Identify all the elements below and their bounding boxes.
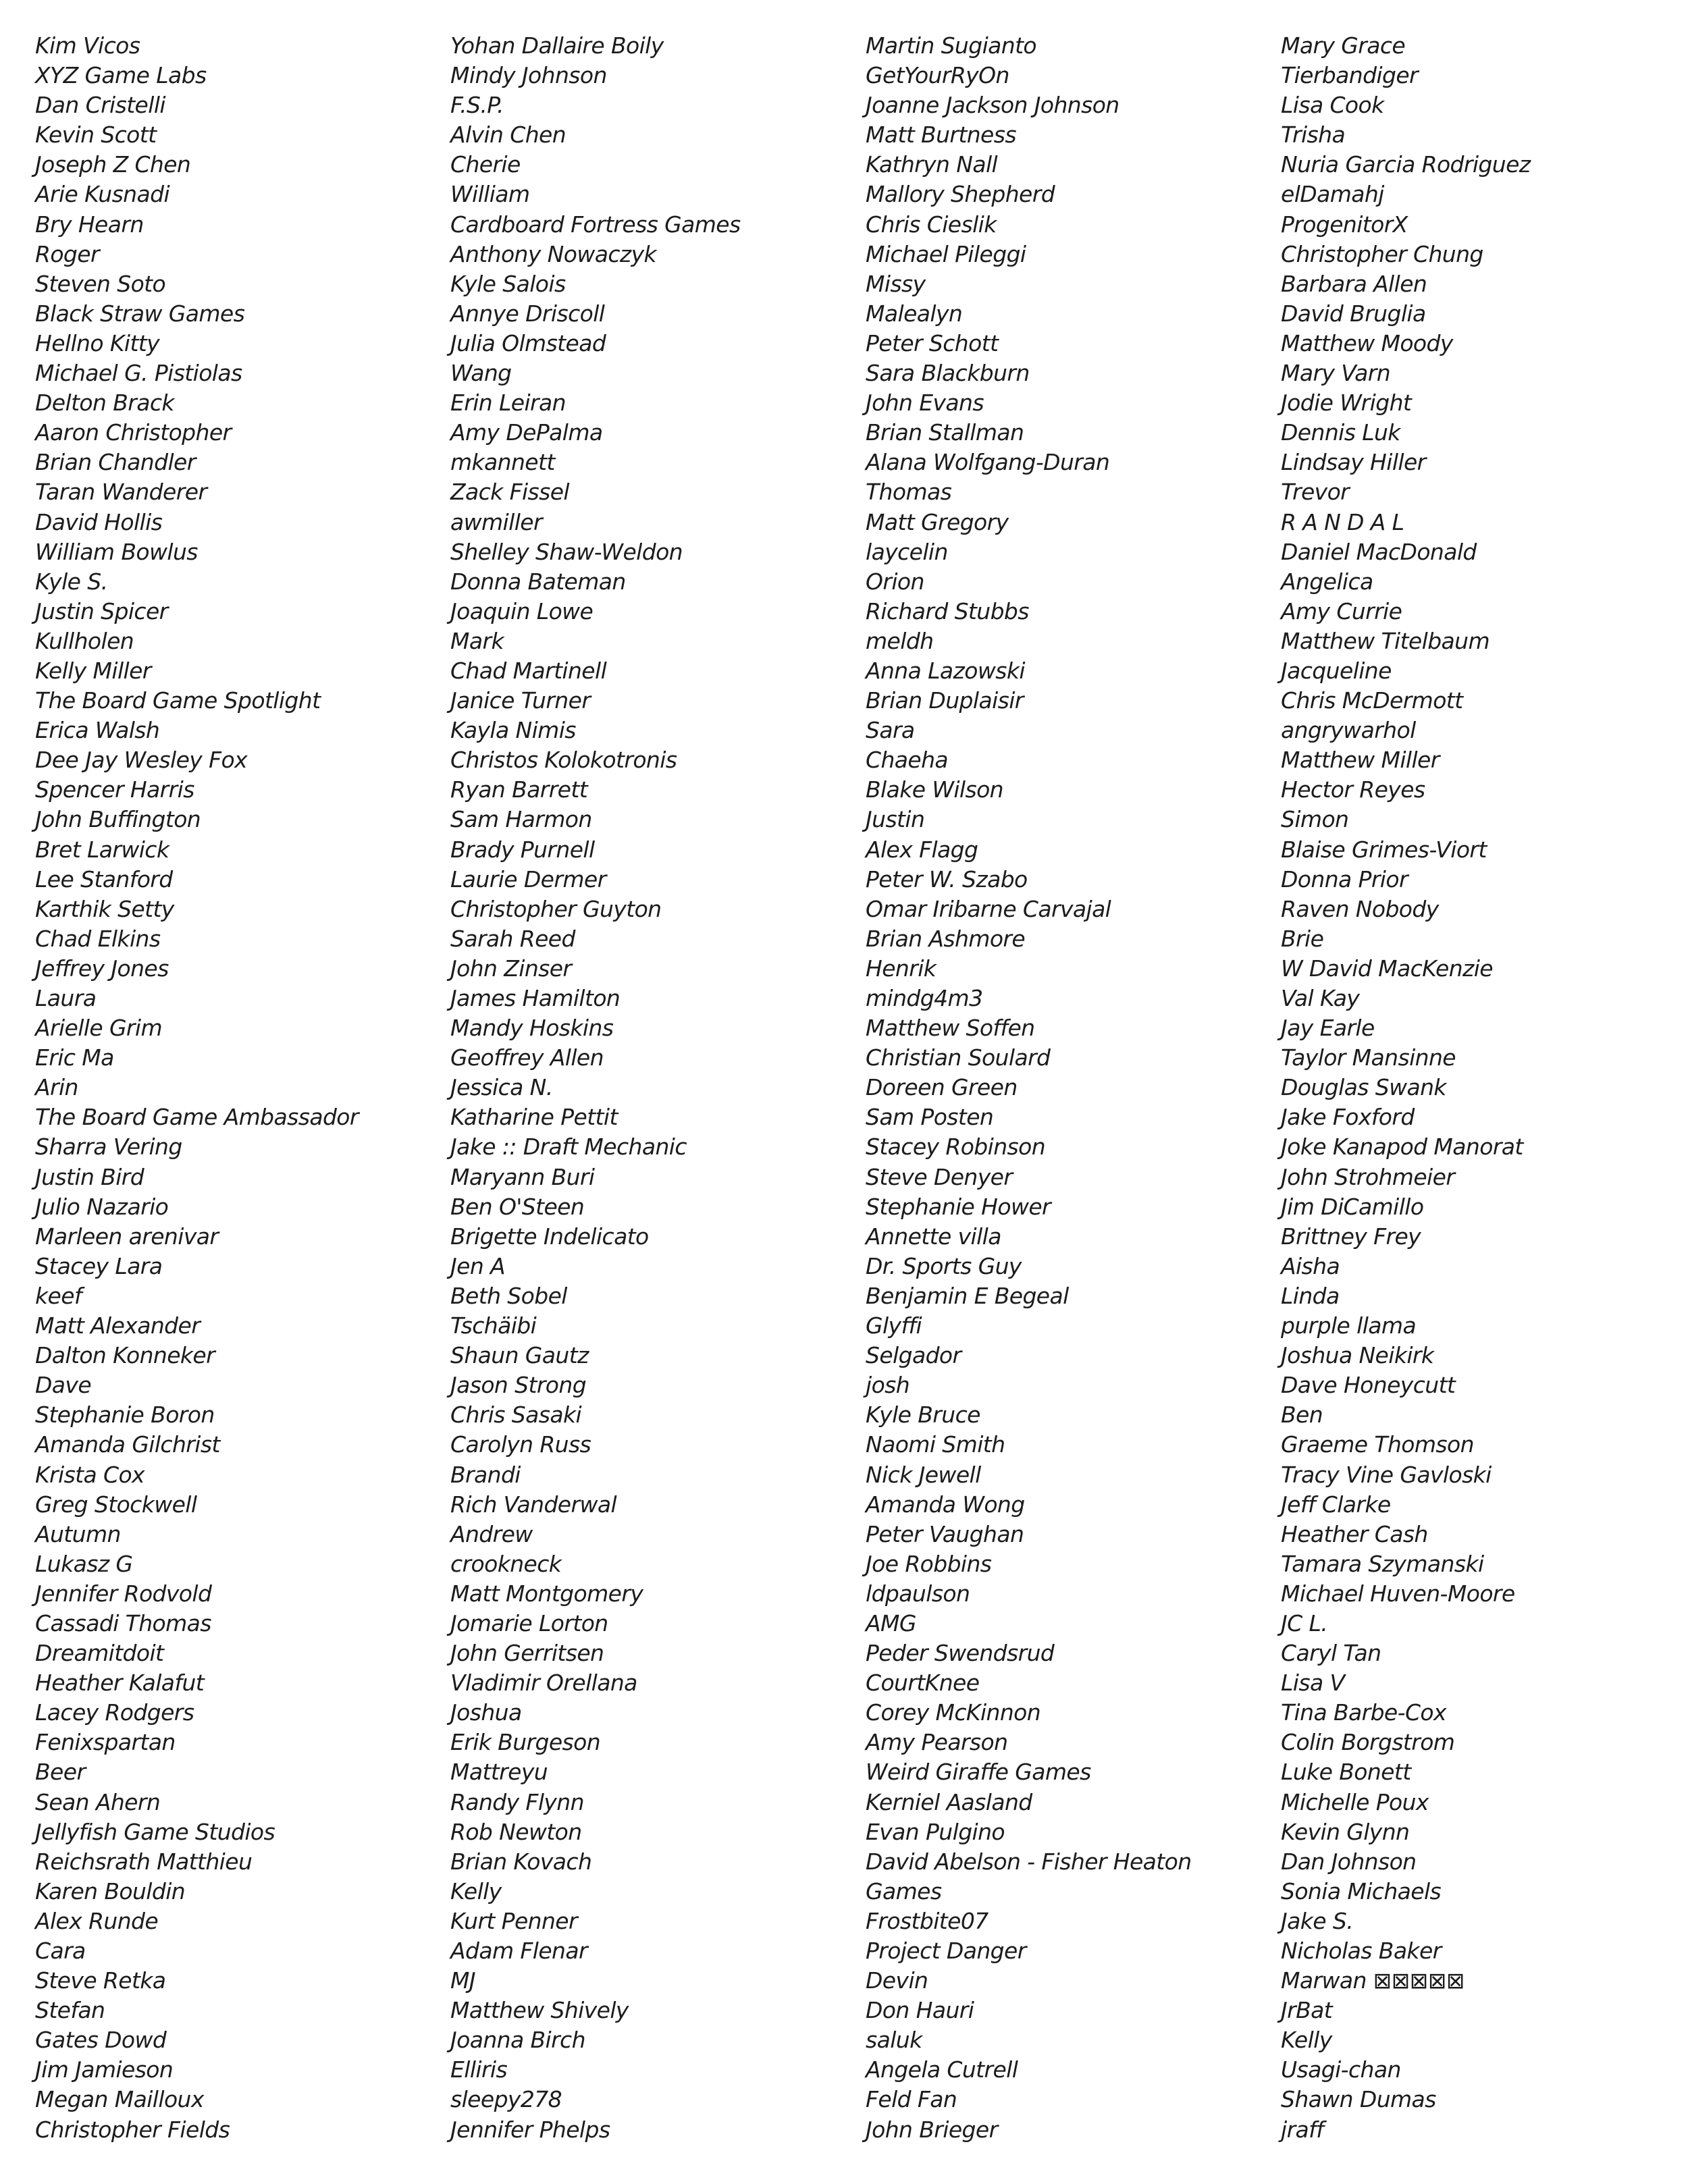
backer-name: jraff [1281,2116,1324,2143]
backer-name: keef [35,1282,82,1309]
backer-name: Dennis Luk [1281,419,1400,446]
backer-name: Brian Stallman [866,419,1024,446]
backer-name: Taran Wanderer [35,479,207,506]
backer-name: Bry Hearn [35,211,144,238]
backer-name: Shawn Dumas [1281,2086,1436,2113]
backer-name: Simon [1281,806,1349,833]
backer-name: Douglas Swank [1281,1074,1446,1101]
backer-name: Amy Currie [1281,597,1402,624]
backer-name: awmiller [450,508,542,535]
backer-name: Joseph Z Chen [35,151,191,178]
backer-name: Christopher Chung [1281,240,1483,267]
backer-name: Jomarie Lorton [450,1609,608,1636]
backer-name: Alvin Chen [450,122,566,149]
name-column-4 [1281,31,1686,2145]
backer-name: Heather Cash [1281,1520,1428,1547]
backer-name: Blaise Grimes-Viort [1281,836,1487,863]
backer-name: Dave Honeycutt [1281,1372,1456,1399]
backer-name: Steven Soto [35,270,166,297]
backer-name: Joanna Birch [450,2027,585,2054]
backer-name: James Hamilton [450,985,621,1011]
backer-name: Stacey Lara [35,1252,163,1279]
backer-name: Geoffrey Allen [450,1044,604,1071]
backer-name: Gates Dowd [35,2027,167,2054]
backer-name: Sara [866,717,915,744]
backer-name: angrywarhol [1281,717,1416,744]
backer-name: Joanne Jackson Johnson [866,92,1119,119]
backer-name: Mark [450,627,504,654]
backer-name: Dave [35,1372,92,1399]
backer-name: Don Hauri [866,1997,974,2024]
backer-name: Colin Borgstrom [1281,1729,1455,1756]
backer-name: Marleen arenivar [35,1223,219,1250]
backer-name: Jason Strong [450,1372,587,1399]
backer-name: Joe Robbins [866,1550,992,1577]
backer-name: Trisha [1281,122,1346,149]
backer-name: crookneck [450,1550,562,1577]
backer-name: Joke Kanapod Manorat [1281,1134,1523,1161]
backer-name: meldh [866,627,934,654]
backer-name: Justin Spicer [35,597,168,624]
backer-name: Kyle Bruce [866,1402,980,1429]
backer-name: Tracy Vine Gavloski [1281,1461,1492,1488]
backer-name: John Gerritsen [450,1640,604,1667]
backer-name: Dee Jay Wesley Fox [35,747,247,774]
backer-name: Erica Walsh [35,717,160,744]
backer-name: Benjamin E Begeal [866,1282,1069,1309]
backer-name: Evan Pulgino [866,1818,1005,1845]
backer-name: Stephanie Hower [866,1193,1051,1220]
backer-name: MJ [450,1967,476,1994]
backer-name: laycelin [866,538,948,565]
backer-name: Michelle Poux [1281,1788,1429,1815]
backer-name: Brian Kovach [450,1848,592,1875]
backer-name: Jake S. [1281,1907,1354,1934]
backer-name: Arielle Grim [35,1015,162,1042]
backer-name: Aaron Christopher [35,419,232,446]
backer-name: Dan Johnson [1281,1848,1417,1875]
backer-name: Vladimir Orellana [450,1670,637,1697]
backer-name: Nick Jewell [866,1461,981,1488]
backer-name: Sam Posten [866,1104,994,1131]
backer-name: Peder Swendsrud [866,1640,1055,1667]
backer-name: Karen Bouldin [35,1877,186,1905]
backer-name: W David MacKenzie [1281,955,1493,982]
backer-name: Taylor Mansinne [1281,1044,1456,1071]
backer-name: Maryann Buri [450,1163,595,1190]
backer-name: Stacey Robinson [866,1134,1046,1161]
backer-name: Laurie Dermer [450,865,606,893]
backer-name: Mattreyu [450,1759,548,1786]
backer-name: Matthew Miller [1281,747,1440,774]
backer-name: Heather Kalafut [35,1670,205,1697]
backer-name: GetYourRyOn [866,62,1009,89]
backer-name: John Brieger [866,2116,998,2143]
backer-name: Jim Jamieson [35,2056,174,2083]
backer-name: Mary Grace [1281,32,1406,59]
backer-name: sleepy278 [450,2086,562,2113]
backer-name: Katharine Pettit [450,1104,618,1131]
backer-name: Mindy Johnson [450,62,607,89]
backer-name: Randy Flynn [450,1788,584,1815]
backer-name: Jake :: Draft Mechanic [450,1134,687,1161]
backer-name: Kevin Scott [35,122,157,149]
backer-name: Beth Sobel [450,1282,567,1309]
backer-name: Luke Bonett [1281,1759,1411,1786]
backer-name: Jeff Clarke [1281,1491,1391,1518]
name-column-3 [866,31,1271,2145]
backer-name: Sara Blackburn [866,360,1030,387]
backer-name: Lee Stanford [35,865,173,893]
backer-name: Justin [866,806,925,833]
backer-name: Brian Ashmore [866,925,1026,952]
backer-name: Project Danger [866,1938,1026,1964]
backer-name: William Bowlus [35,538,198,565]
backer-name: Black Straw Games [35,300,245,327]
backer-name: F.S.P. [450,92,504,119]
backer-name: Devin [866,1967,928,1994]
backer-name: Dreamitdoit [35,1640,164,1667]
backer-name: Richard Stubbs [866,597,1029,624]
backer-name: Anna Lazowski [866,657,1025,684]
backer-name: Peter Vaughan [866,1520,1024,1547]
backer-name: The Board Game Ambassador [35,1104,359,1131]
backer-name: Laura [35,985,97,1011]
backer-name: Arin [35,1074,78,1101]
backer-name: Andrew [450,1520,533,1547]
backer-name: Michael Huven-Moore [1281,1580,1515,1607]
backer-name: Jacqueline [1281,657,1392,684]
backer-name: Sonia Michaels [1281,1877,1442,1905]
backer-name: Peter Schott [866,329,999,356]
backer-name: Donna Bateman [450,568,626,595]
backer-name: Peter W. Szabo [866,865,1028,893]
backer-name: JC L. [1281,1609,1328,1636]
backer-name: Delton Brack [35,390,174,417]
backer-name: Arie Kusnadi [35,181,170,208]
backer-name: John Buffington [35,806,201,833]
backer-name: Kyle Salois [450,270,566,297]
backer-name: Jeffrey Jones [35,955,169,982]
backer-name: Kathryn Nall [866,151,998,178]
backer-name: Brady Purnell [450,836,595,863]
backer-name: Raven Nobody [1281,895,1439,922]
backer-name: Chad Elkins [35,925,161,952]
backer-name: Malealyn [866,300,963,327]
backer-name: Kerniel Aasland [866,1788,1032,1815]
backer-name: Brian Duplaisir [866,687,1024,714]
backer-name: Amanda Gilchrist [35,1431,220,1458]
backer-name: Christopher Guyton [450,895,662,922]
backer-name: AMG [866,1609,916,1636]
backer-name: josh [866,1372,910,1399]
backer-name: Tamara Szymanski [1281,1550,1484,1577]
backer-name: ldpaulson [866,1580,970,1607]
backer-name: Michael Pileggi [866,240,1026,267]
backer-name: Joshua Neikirk [1281,1342,1434,1369]
backer-name: Alex Runde [35,1907,159,1934]
backer-name: Missy [866,270,926,297]
backer-name: Reichsrath Matthieu [35,1848,253,1875]
backer-name: Usagi-chan [1281,2056,1401,2083]
backer-name: Karthik Setty [35,895,174,922]
backer-name: Weird Giraffe Games [866,1759,1091,1786]
backer-name: Dalton Konneker [35,1342,215,1369]
backer-name: Brittney Frey [1281,1223,1421,1250]
backer-name: Jessica N. [450,1074,553,1101]
backer-name: John Zinser [450,955,572,982]
backer-name: Kelly Miller [35,657,151,684]
backer-name: Matt Alexander [35,1312,201,1339]
backer-name: Chaeha [866,747,949,774]
backer-name: Brandi [450,1461,521,1488]
backer-name: Omar Iribarne Carvajal [866,895,1111,922]
backer-name: Fenixspartan [35,1729,176,1756]
backer-name: Annette villa [866,1223,1001,1250]
backer-name: Megan Mailloux [35,2086,204,2113]
name-column-1 [35,31,440,2145]
backer-name: Annye Driscoll [450,300,605,327]
backer-name: XYZ Game Labs [35,62,207,89]
backer-name: David Hollis [35,508,163,535]
backer-name: Naomi Smith [866,1431,1005,1458]
backer-name: Joaquin Lowe [450,597,594,624]
backer-name: mkannett [450,449,555,476]
backer-name: Chris Cieslik [866,211,997,238]
backer-name: Jen A [450,1252,506,1279]
backer-name: Michael G. Pistiolas [35,360,242,387]
backer-name: Cara [35,1938,86,1964]
backer-name: Amy DePalma [450,419,603,446]
backer-name: Adam Flenar [450,1938,587,1964]
backer-name: purple llama [1281,1312,1417,1339]
backer-name: Frostbite07 [866,1907,988,1934]
backer-name: Matthew Moody [1281,329,1453,356]
backer-name: Stephanie Boron [35,1402,215,1429]
backer-name: Hector Reyes [1281,776,1425,803]
backer-name: Justin Bird [35,1163,144,1190]
backer-name: Matthew Shively [450,1997,629,2024]
backer-name: David Bruglia [1281,300,1426,327]
backer-name: Caryl Tan [1281,1640,1381,1667]
backer-name: The Board Game Spotlight [35,687,321,714]
backer-name: Matthew Soffen [866,1015,1035,1042]
backer-name: Janice Turner [450,687,591,714]
backer-name: Lisa V [1281,1670,1345,1697]
backer-name: Spencer Harris [35,776,194,803]
backer-name: Jay Earle [1281,1015,1375,1042]
backer-name: Ben [1281,1402,1323,1429]
backer-name: Steve Retka [35,1967,166,1994]
backer-name: Matt Gregory [866,508,1009,535]
backer-name: Amanda Wong [866,1491,1025,1518]
backer-name: elDamahj [1281,181,1384,208]
backer-name: Angelica [1281,568,1373,595]
backer-name: Amy Pearson [866,1729,1008,1756]
backer-name: John Evans [866,390,984,417]
backer-name: Cardboard Fortress Games [450,211,741,238]
backer-name: Eric Ma [35,1044,114,1071]
backer-name: Henrik [866,955,937,982]
backer-name: Sean Ahern [35,1788,161,1815]
backer-name: ProgenitorX [1281,211,1408,238]
backer-name: Christos Kolokotronis [450,747,677,774]
backer-name: Yohan Dallaire Boily [450,32,664,59]
backer-name: Jake Foxford [1281,1104,1415,1131]
backer-name: Kurt Penner [450,1907,577,1934]
backer-name: Daniel MacDonald [1281,538,1477,565]
backer-name: Kelly [1281,2027,1332,2054]
backer-name: Alana Wolfgang-Duran [866,449,1110,476]
backer-name: Brie [1281,925,1324,952]
backer-name: Greg Stockwell [35,1491,197,1518]
backer-name: Bret Larwick [35,836,169,863]
backer-name: Kayla Nimis [450,717,576,744]
backer-name: Mandy Hoskins [450,1015,614,1042]
backer-name: Dan Cristelli [35,92,165,119]
backer-name: Donna Prior [1281,865,1408,893]
backer-name: Chad Martinell [450,657,607,684]
backer-name: Ben O'Steen [450,1193,585,1220]
backer-name: Hellno Kitty [35,329,160,356]
backer-name: Cherie [450,151,521,178]
backer-name: Sam Harmon [450,806,592,833]
backer-name: Shaun Gautz [450,1342,589,1369]
backer-name: Kyle S. [35,568,108,595]
backer-name: Lacey Rodgers [35,1699,194,1726]
backer-name: Julia Olmstead [450,329,606,356]
backer-name: Stefan [35,1997,105,2024]
backer-name: Matt Montgomery [450,1580,643,1607]
backer-name: Wang [450,360,512,387]
backer-name: Mary Varn [1281,360,1391,387]
backer-name: Corey McKinnon [866,1699,1041,1726]
backer-name: Tschäibi [450,1312,537,1339]
backer-name: Carolyn Russ [450,1431,591,1458]
backer-name: Sharra Vering [35,1134,182,1161]
backer-name: Erin Leiran [450,390,566,417]
backer-name: Rich Vanderwal [450,1491,617,1518]
backer-name: Elliris [450,2056,508,2083]
backer-name: Shelley Shaw-Weldon [450,538,683,565]
backer-name: R A N D A L [1281,508,1404,535]
backer-name: Rob Newton [450,1818,582,1845]
backer-name: Zack Fissel [450,479,569,506]
backer-name: mindg4m3 [866,985,983,1011]
backer-name: Roger [35,240,99,267]
backer-name: Lukasz G [35,1550,133,1577]
backer-name: Selgador [866,1342,961,1369]
backer-name: saluk [866,2027,922,2054]
backer-name: Krista Cox [35,1461,144,1488]
backer-name: Anthony Nowaczyk [450,240,657,267]
backer-name: Thomas [866,479,952,506]
backer-name: Brigette Indelicato [450,1223,649,1250]
backer-name: Angela Cutrell [866,2056,1018,2083]
backer-name: Martin Sugianto [866,32,1037,59]
backer-name: CourtKnee [866,1670,980,1697]
backer-name: Kullholen [35,627,134,654]
backer-name: Tina Barbe-Cox [1281,1699,1446,1726]
backer-name: Brian Chandler [35,449,196,476]
backer-name: Graeme Thomson [1281,1431,1474,1458]
backer-name: Autumn [35,1520,121,1547]
backer-name: Sarah Reed [450,925,575,952]
backer-name: Glyffi [866,1312,922,1339]
backer-name: David Abelson - Fisher Heaton [866,1848,1192,1875]
backer-name: Tierbandiger [1281,62,1419,89]
backer-name: Doreen Green [866,1074,1018,1101]
backer-name: Jennifer Rodvold [35,1580,212,1607]
backer-name: Steve Denyer [866,1163,1013,1190]
backer-name: John Strohmeier [1281,1163,1455,1190]
backer-name: Marwan ⊠⊠⊠⊠⊠ [1281,1967,1465,1994]
backer-name: Christopher Fields [35,2116,230,2143]
backer-name: Ryan Barrett [450,776,588,803]
backer-name: Matthew Titelbaum [1281,627,1490,654]
name-column-2 [450,31,855,2145]
backer-name: Matt Burtness [866,122,1016,149]
backer-name: Nuria Garcia Rodriguez [1281,151,1531,178]
backer-name: Kelly [450,1877,502,1905]
backer-name: Barbara Allen [1281,270,1427,297]
backer-name: JrBat [1281,1997,1333,2024]
backer-name: Nicholas Baker [1281,1938,1442,1964]
backer-name: Feld Fan [866,2086,957,2113]
backer-name: Julio Nazario [35,1193,169,1220]
backer-name: Aisha [1281,1252,1340,1279]
backer-name: Christian Soulard [866,1044,1051,1071]
backer-name: Blake Wilson [866,776,1003,803]
backer-name: Joshua [450,1699,522,1726]
backer-name: Chris Sasaki [450,1402,582,1429]
backer-name: Lisa Cook [1281,92,1384,119]
backer-name: Trevor [1281,479,1350,506]
backer-name: Linda [1281,1282,1340,1309]
backer-name: Chris McDermott [1281,687,1463,714]
backer-name: Erik Burgeson [450,1729,601,1756]
backer-name: Jim DiCamillo [1281,1193,1424,1220]
backer-name: Jennifer Phelps [450,2116,610,2143]
backer-name: Dr. Sports Guy [866,1252,1022,1279]
backer-name: Val Kay [1281,985,1360,1011]
backer-name: Jellyfish Game Studios [35,1818,275,1845]
backer-name: Kevin Glynn [1281,1818,1410,1845]
backer-name: Alex Flagg [866,836,978,863]
backer-name: Orion [866,568,924,595]
backer-name: Lindsay Hiller [1281,449,1426,476]
backer-name: Cassadi Thomas [35,1609,211,1636]
backer-name: William [450,181,530,208]
backer-name: Games [866,1877,942,1905]
backer-name: Beer [35,1759,86,1786]
backer-name: Jodie Wright [1281,390,1412,417]
backer-name: Mallory Shepherd [866,181,1055,208]
backer-name: Kim Vicos [35,32,140,59]
